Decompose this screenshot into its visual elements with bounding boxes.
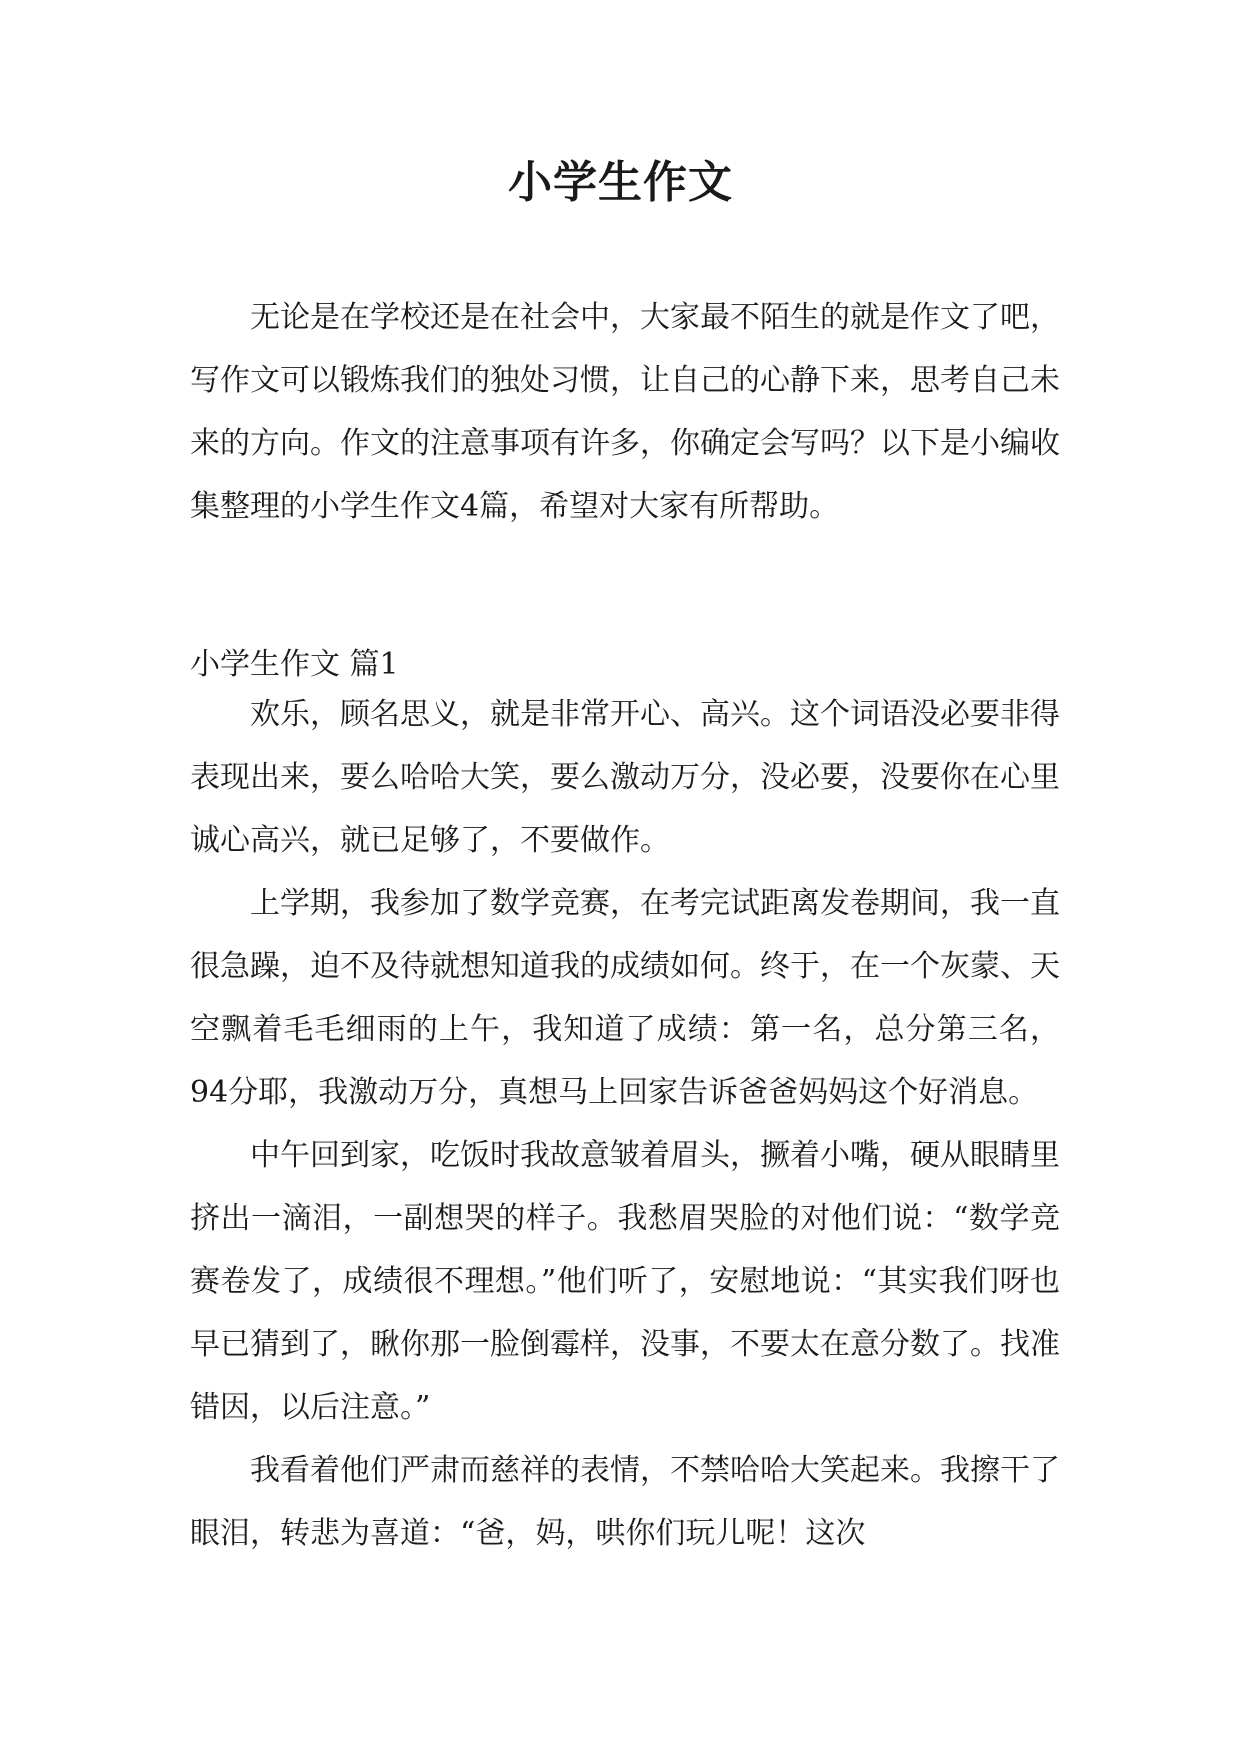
essay-paragraph-1: 欢乐，顾名思义，就是非常开心、高兴。这个词语没必要非得表现出来，要么哈哈大笑，要么激动万分，没必要，没要你在心里诚心高兴，就已足够了，不要做作。 <box>190 697 1060 858</box>
essay-paragraph-2: 上学期，我参加了数学竞赛，在考完试距离发卷期间，我一直很急躁，迫不及待就想知道我的成绩如何。终于，在一个灰蒙、天空飘着毛毛细雨的上午，我知道了成绩：第一名，总分第三名，94分耶，我激动万分，真想马上回家告诉爸爸妈妈这个好消息。 <box>190 886 1060 1110</box>
intro-paragraph: 无论是在学校还是在社会中，大家最不陌生的就是作文了吧，写作文可以锻炼我们的独处习惯，让自己的心静下来，思考自己未来的方向。作文的注意事项有许多，你确定会写吗？以下是小编收集整理的小学生作文4篇，希望对大家有所帮助。 <box>190 300 1060 524</box>
page-title: 小学生作文 <box>508 157 733 208</box>
essay-paragraph-4: 我看着他们严肃而慈祥的表情，不禁哈哈大笑起来。我擦干了眼泪，转悲为喜道：“爸，妈，哄你们玩儿呢！这次 <box>190 1453 1060 1551</box>
essay-body <box>190 683 1060 1565</box>
section-heading: 小学生作文 篇1 <box>190 647 399 682</box>
intro-section <box>190 286 1060 538</box>
essay-paragraph-3: 中午回到家，吃饭时我故意皱着眉头，撅着小嘴，硬从眼睛里挤出一滴泪，一副想哭的样子。我愁眉哭脸的对他们说：“数学竞赛卷发了，成绩很不理想。”他们听了，安慰地说：“其实我们呀也早已猜到了，瞅你那一脸倒霉样，没事，不要太在意分数了。找准错因，以后注意。” <box>190 1138 1060 1425</box>
